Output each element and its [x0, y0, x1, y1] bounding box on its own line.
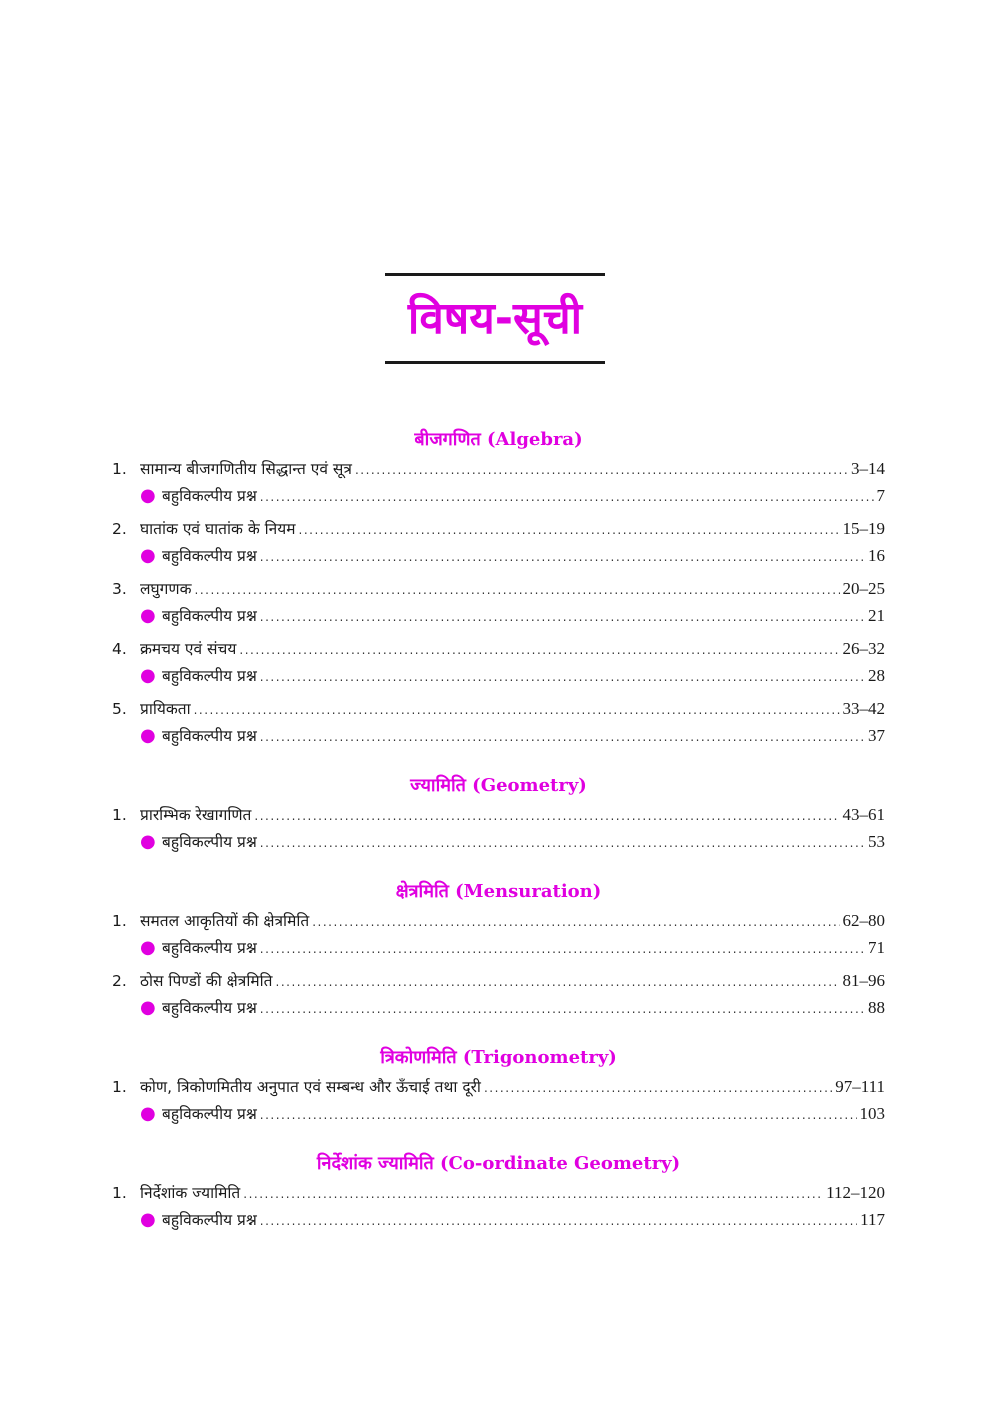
bullet-icon: ● [140, 545, 156, 566]
chapter-entry[interactable] [112, 1179, 885, 1206]
mcq-entry[interactable] [112, 662, 885, 689]
dot-leader [260, 724, 865, 751]
chapter-title: प्रारम्भिक रेखागणित [140, 806, 252, 824]
mcq-page: 88 [868, 998, 885, 1017]
section-heading: ज्यामिति (Geometry) [410, 775, 587, 796]
dot-leader [195, 577, 840, 604]
mcq-entry[interactable] [112, 1100, 885, 1127]
page-title: विषय-सूची [407, 292, 583, 344]
table-of-contents [112, 425, 885, 1233]
mcq-label: बहुविकल्पीय प्रश्न [162, 727, 257, 745]
bullet-icon: ● [140, 605, 156, 626]
dot-leader [299, 517, 840, 544]
mcq-page: 71 [868, 938, 885, 957]
chapter-pages: 20–25 [842, 579, 885, 598]
dot-leader [194, 697, 840, 724]
chapter-number: 3. [112, 580, 127, 598]
chapter-title: सामान्य बीजगणितीय सिद्धान्त एवं सूत्र [140, 460, 352, 478]
chapter-pages: 81–96 [842, 971, 885, 990]
bullet-icon: ● [140, 1209, 156, 1230]
toc-section [112, 771, 885, 855]
section-heading: क्षेत्रमिति (Mensuration) [395, 881, 602, 902]
chapter-pages: 3–14 [851, 459, 885, 478]
chapter-entry[interactable] [112, 907, 885, 934]
chapter-title: कोण, त्रिकोणमितीय अनुपात एवं सम्बन्ध और ऊँचाई तथा दूरी [140, 1078, 481, 1096]
chapter-title: क्रमचय एवं संचय [140, 640, 237, 658]
dot-leader [239, 637, 839, 664]
bullet-icon: ● [140, 725, 156, 746]
chapter-title: ठोस पिण्डों की क्षेत्रमिति [140, 972, 273, 990]
chapter-entry[interactable] [112, 801, 885, 828]
dot-leader [312, 909, 839, 936]
dot-leader [355, 457, 848, 484]
chapter-pages: 97–111 [835, 1077, 885, 1096]
mcq-page: 7 [876, 486, 885, 505]
dot-leader [260, 604, 865, 631]
dot-leader [254, 803, 839, 830]
mcq-page: 37 [868, 726, 885, 745]
dot-leader [260, 936, 865, 963]
mcq-entry[interactable] [112, 828, 885, 855]
mcq-entry[interactable] [112, 482, 885, 509]
chapter-number: 2. [112, 520, 127, 538]
mcq-label: बहुविकल्पीय प्रश्न [162, 607, 257, 625]
chapter-title: निर्देशांक ज्यामिति [140, 1184, 241, 1202]
title-frame [385, 273, 605, 364]
mcq-label: बहुविकल्पीय प्रश्न [162, 1211, 257, 1229]
bullet-icon: ● [140, 997, 156, 1018]
chapter-pages: 33–42 [842, 699, 885, 718]
mcq-label: बहुविकल्पीय प्रश्न [162, 487, 257, 505]
mcq-page: 16 [868, 546, 885, 565]
bullet-icon: ● [140, 485, 156, 506]
chapter-pages: 26–32 [842, 639, 885, 658]
mcq-label: बहुविकल्पीय प्रश्न [162, 999, 257, 1017]
chapter-title: लघुगणक [140, 580, 192, 598]
chapter-pages: 62–80 [842, 911, 885, 930]
chapter-number: 4. [112, 640, 127, 658]
chapter-entry[interactable] [112, 695, 885, 722]
toc-section [112, 425, 885, 749]
mcq-page: 103 [859, 1104, 885, 1123]
chapter-pages: 112–120 [826, 1183, 885, 1202]
dot-leader [484, 1075, 832, 1102]
mcq-page: 53 [868, 832, 885, 851]
dot-leader [260, 996, 865, 1023]
mcq-entry[interactable] [112, 722, 885, 749]
chapter-number: 1. [112, 1184, 127, 1202]
toc-section [112, 1149, 885, 1233]
mcq-page: 117 [860, 1210, 885, 1229]
bullet-icon: ● [140, 665, 156, 686]
bullet-icon: ● [140, 1103, 156, 1124]
chapter-pages: 43–61 [842, 805, 885, 824]
mcq-entry[interactable] [112, 1206, 885, 1233]
mcq-entry[interactable] [112, 602, 885, 629]
section-heading: बीजगणित (Algebra) [414, 429, 583, 450]
bullet-icon: ● [140, 937, 156, 958]
toc-section [112, 1043, 885, 1127]
section-heading: त्रिकोणमिति (Trigonometry) [380, 1047, 617, 1068]
dot-leader [260, 664, 865, 691]
dot-leader [243, 1181, 823, 1208]
mcq-entry[interactable] [112, 542, 885, 569]
chapter-entry[interactable] [112, 967, 885, 994]
mcq-page: 28 [868, 666, 885, 685]
bullet-icon: ● [140, 831, 156, 852]
chapter-entry[interactable] [112, 455, 885, 482]
chapter-number: 1. [112, 1078, 127, 1096]
chapter-title: प्रायिकता [140, 700, 191, 718]
chapter-number: 1. [112, 806, 127, 824]
mcq-label: बहुविकल्पीय प्रश्न [162, 547, 257, 565]
mcq-entry[interactable] [112, 934, 885, 961]
chapter-number: 1. [112, 460, 127, 478]
mcq-label: बहुविकल्पीय प्रश्न [162, 833, 257, 851]
mcq-label: बहुविकल्पीय प्रश्न [162, 667, 257, 685]
mcq-page: 21 [868, 606, 885, 625]
section-heading: निर्देशांक ज्यामिति (Co-ordinate Geometry) [316, 1153, 681, 1174]
chapter-number: 1. [112, 912, 127, 930]
chapter-entry[interactable] [112, 1073, 885, 1100]
chapter-number: 2. [112, 972, 127, 990]
chapter-pages: 15–19 [842, 519, 885, 538]
dot-leader [276, 969, 840, 996]
chapter-entry[interactable] [112, 575, 885, 602]
toc-section [112, 877, 885, 1021]
chapter-title: घातांक एवं घातांक के नियम [140, 520, 296, 538]
mcq-label: बहुविकल्पीय प्रश्न [162, 1105, 257, 1123]
mcq-entry[interactable] [112, 994, 885, 1021]
dot-leader [260, 484, 874, 511]
chapter-number: 5. [112, 700, 127, 718]
dot-leader [260, 1102, 857, 1129]
mcq-label: बहुविकल्पीय प्रश्न [162, 939, 257, 957]
dot-leader [260, 830, 865, 857]
chapter-title: समतल आकृतियों की क्षेत्रमिति [140, 912, 310, 930]
chapter-entry[interactable] [112, 515, 885, 542]
dot-leader [260, 1208, 857, 1235]
dot-leader [260, 544, 865, 571]
chapter-entry[interactable] [112, 635, 885, 662]
